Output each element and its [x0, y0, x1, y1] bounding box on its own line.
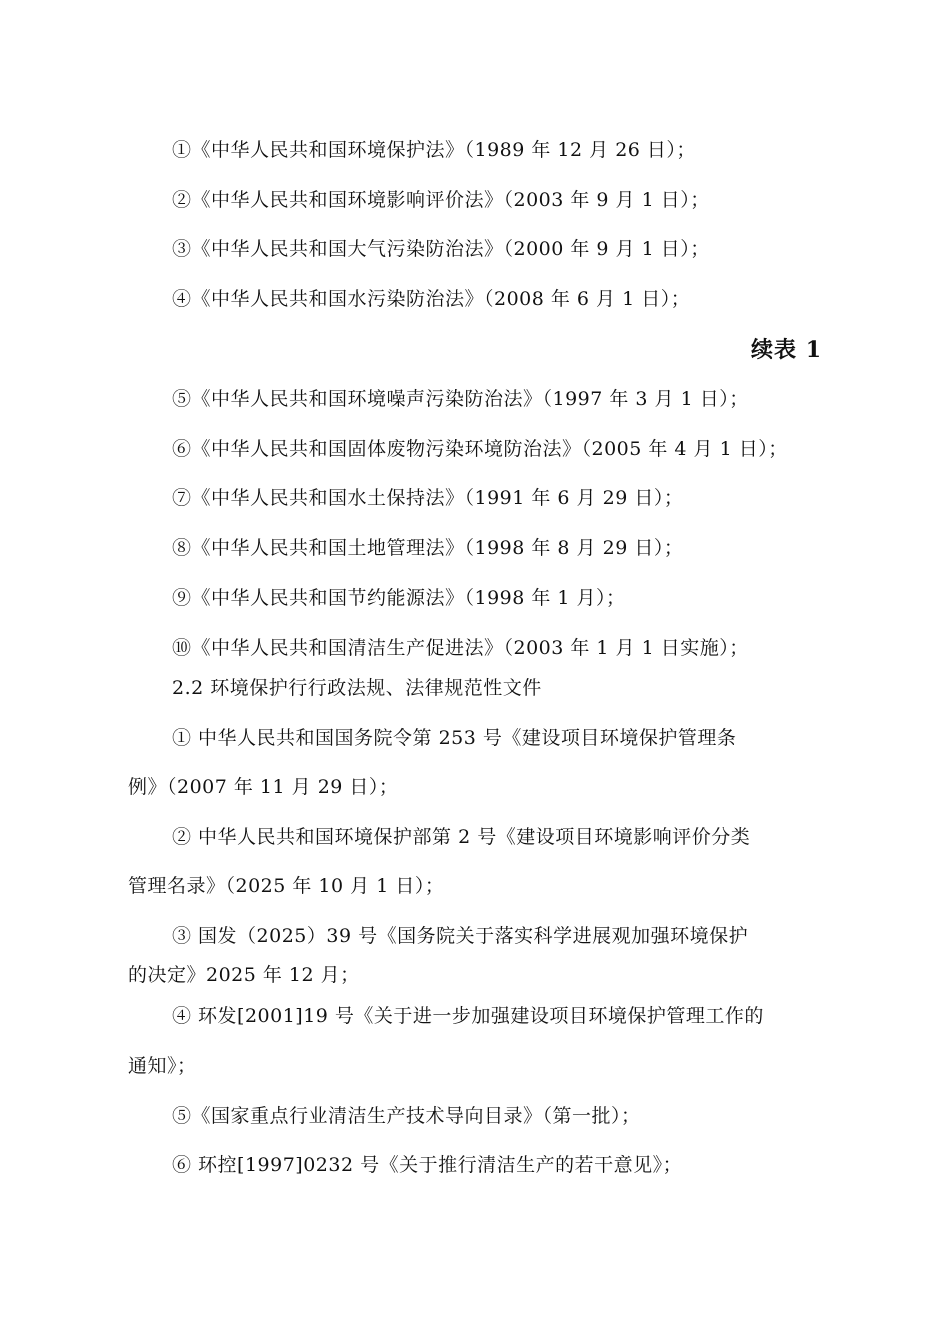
regulation-item-6: ⑥ 环控[1997]0232 号《关于推行清洁生产的若干意见》；	[172, 1154, 683, 1176]
law-item-2: ②《中华人民共和国环境影响评价法》（2003 年 9 月 1 日）；	[172, 189, 710, 211]
regulation-item-1-line2: 例》（2007 年 11 月 29 日）；	[128, 776, 399, 798]
law-item-5: ⑤《中华人民共和国环境噪声污染防治法》（1997 年 3 月 1 日）；	[172, 388, 749, 410]
regulation-item-2-line1: ② 中华人民共和国环境保护部第 2 号《建设项目环境影响评价分类	[172, 826, 751, 848]
law-item-10: ⑩《中华人民共和国清洁生产促进法》（2003 年 1 月 1 日实施）；	[172, 637, 749, 659]
regulation-item-4-line1: ④ 环发[2001]19 号《关于进一步加强建设项目环境保护管理工作的	[172, 1005, 764, 1027]
continued-table-heading: 续表 1	[751, 337, 822, 363]
law-item-7: ⑦《中华人民共和国水土保持法》（1991 年 6 月 29 日）；	[172, 487, 684, 509]
regulation-item-3-line2: 的决定》2025 年 12 月；	[128, 964, 360, 986]
regulation-item-1-line1: ① 中华人民共和国国务院令第 253 号《建设项目环境保护管理条	[172, 727, 737, 749]
law-item-4: ④《中华人民共和国水污染防治法》（2008 年 6 月 1 日）；	[172, 288, 691, 310]
regulation-item-5: ⑤《国家重点行业清洁生产技术导向目录》（第一批）；	[172, 1105, 641, 1127]
law-item-3: ③《中华人民共和国大气污染防治法》（2000 年 9 月 1 日）；	[172, 238, 710, 260]
law-item-1: ①《中华人民共和国环境保护法》（1989 年 12 月 26 日）；	[172, 139, 696, 161]
regulation-item-4-line2: 通知》；	[128, 1055, 197, 1077]
section-heading: 2.2 环境保护行行政法规、法律规范性文件	[172, 677, 542, 699]
law-item-6: ⑥《中华人民共和国固体废物污染环境防治法》（2005 年 4 月 1 日）；	[172, 438, 788, 460]
law-item-9: ⑨《中华人民共和国节约能源法》（1998 年 1 月）；	[172, 587, 626, 609]
regulation-item-3-line1: ③ 国发（2025）39 号《国务院关于落实科学进展观加强环境保护	[172, 925, 749, 947]
regulation-item-2-line2: 管理名录》（2025 年 10 月 1 日）；	[128, 875, 445, 897]
law-item-8: ⑧《中华人民共和国土地管理法》（1998 年 8 月 29 日）；	[172, 537, 684, 559]
